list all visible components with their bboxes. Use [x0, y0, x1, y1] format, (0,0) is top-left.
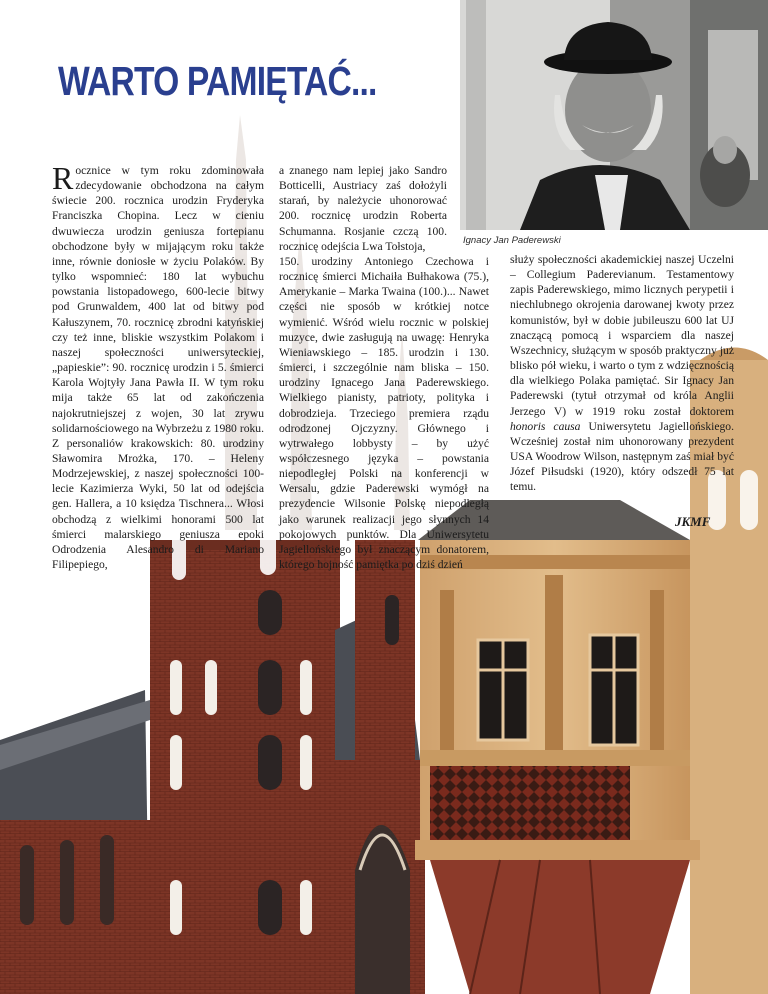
- portrait-photo: [460, 0, 768, 230]
- article-text-3b: Uniwersytetu Jagiellońskiego. Wcześniej został nim uhonorowany prezydent USA Woodrow Wilson, następnym zaś miał być Józef Piłsudski (1920), który odszedł 75 lat temu.: [510, 419, 734, 494]
- article-text-3a: służy społeczności akademickiej naszej Uczelni – Collegium Paderevianum. Testamentowy zapis Paderewskiego, mimo licznych perypetii i niechlubnego okrojenia darowanej kwoty przez komunistów, był w dobie jubileuszu 600 lat UJ znaczącą pomocą i wsparciem dla naszej Wszechnicy, służącym w sposób praktyczny już blisko pół wieku, i warto o tym z wdzięcznością dla wielkiego Polaka pamiętać. Sir Ignacy Jan Paderewski (tytuł otrzymał od króla Anglii Jerzego V) w 1919 roku został doktorem: [510, 253, 734, 418]
- article-column-2: [279, 163, 489, 572]
- article-column-1: [52, 160, 264, 572]
- author-signature: JKMF: [675, 514, 711, 529]
- paderewski-portrait: [460, 0, 768, 230]
- article-text-1: ocznice w tym roku zdominowała zdecydowanie obchodzona na całym świecie 200. rocznica urodzin Fryderyka Franciszka Chopina. Lecz w cieniu dwuwiecza urodzin geniusza fortepianu obchodzone były w mijającym roku także inne, równie doniosłe w życiu Polaków. By tylko wspomnieć: 180 lat wybuchu powstania listopadowego, 600-lecie bitwy pod Grunwaldem, 400 lat od bitwy pod Kałuszynem, 70. rocznicę zbrodni katyńskiej czy też inne, bliskie wszystkim Polakom i naszej społeczności uniwersyteckiej, „papieskie”: 90. rocznicę urodzin i 5. śmierci Karola Wojtyły Jana Pawła II. W tym roku mija także 65 lat od zakończenia najokrutniejszej z wojen, 30 lat zrywu solidarnościowego na Wybrzeżu z 1980 roku. Z personaliów krakowskich: 80. urodziny Sławomira Mrożka, 170. – Heleny Modrzejewskiej, z naszej społeczności 100-lecie Kazimierza Wyki, 50 lat od odejścia gen. Hallera, a 10 księdza Tischnera... Włosi obchodzą z wielkimi honorami 500 lat śmierci malarskiego geniusza epoki Odrodzenia Alesandro di Mariano Filipepiego,: [52, 164, 264, 572]
- photo-caption: Ignacy Jan Paderewski: [463, 235, 561, 246]
- article-text-3-italic: honoris causa: [510, 419, 581, 433]
- page-title: WARTO PAMIĘTAĆ...: [58, 58, 377, 104]
- drop-cap: R: [52, 160, 74, 196]
- article-text-2b: 150. urodziny Antoniego Czechowa i rocznicę śmierci Michaiła Bułhakowa (75.), Amerykanie – Marka Twaina (100.)... Nawet części nie sposób w krótkiej notce wymienić. Wśród wielu rocznic w polskiej muzyce, dwie zasługują na uwagę: Henryka Wieniawskiego – 185. urodzin i 130. śmierci, i szczególnie nam bliska – 150. urodziny Ignacego Jana Paderewskiego. Wielkiego pianisty, patrioty, polityka i dobrodzieja. Trzeciego premiera rządu odrodzonej Ojczyzny. Głównego i wytrwałego lobbysty – by użyć współczesnego języka – powstania niepodległej Polski na konferencji w Wersalu, gdzie Paderewski wymógł na prezydencie Wilsonie Polskę niepodległą jako warunek realizacji jego słynnych 14 pokojowych punktów. Dla Uniwersytetu Jagiellońskiego był znaczącym donatorem, którego hojność pamiętka po dziś dzień: [279, 254, 489, 572]
- article-text-2a: a znanego nam lepiej jako Sandro Botticelli, Austriacy zaś dołożyli starań, by należycie uhonorować 200. rocznicę urodzin Roberta Schumanna. Rosjanie czczą 100. rocznicę odejścia Lwa Tołstoja,: [279, 164, 447, 253]
- article-column-3: [510, 252, 734, 495]
